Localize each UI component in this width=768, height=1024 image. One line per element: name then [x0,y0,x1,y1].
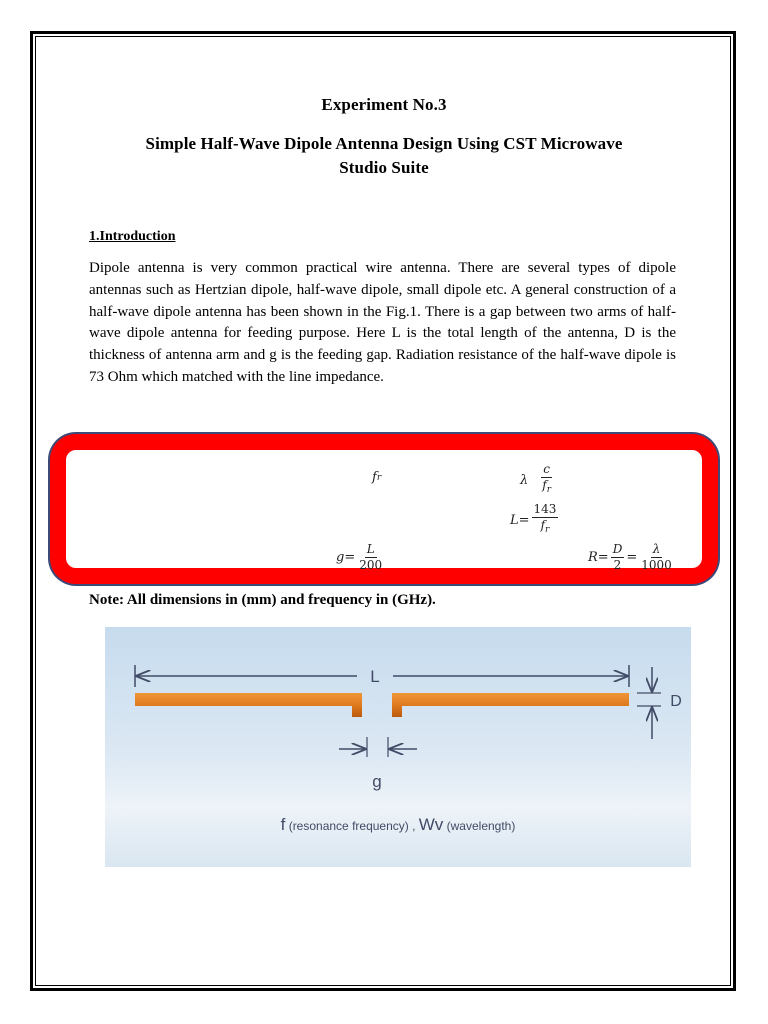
formula-radius [588,542,676,573]
section-heading-introduction: 1.Introduction [89,229,176,244]
formula-length [510,502,560,538]
lambda-den-base: f [542,478,547,492]
figure-caption [281,815,516,834]
radius-equals: = [626,550,638,565]
radius-denominator-1: 2 [613,558,622,572]
lambda-denominator [540,478,553,498]
radius-numerator-2: λ [652,542,661,556]
dipole-left-arm [135,693,362,717]
dipole-figure [105,627,691,867]
experiment-number: Experiment No.3 [321,95,447,114]
gap-lhs: g= [336,550,356,565]
length-fraction [532,502,559,538]
formula-wavelength [520,462,555,498]
experiment-title-line-2: Studio Suite [339,158,429,177]
length-numerator: 143 [533,502,557,516]
caption-f-description: (resonance frequency) , [285,819,419,833]
gap-denominator: 200 [359,558,383,572]
experiment-title [0,132,768,180]
radius-denominator-2: 1000 [641,558,672,572]
label-d: D [670,693,682,710]
lambda-numerator: c [543,462,550,476]
label-l: L [370,667,380,686]
length-den-sub: r [545,525,550,535]
caption-f: f [280,815,286,834]
label-g: g [372,772,382,791]
formula-highlight-box [50,434,718,584]
gap-fraction [357,542,384,573]
radius-numerator-1: D [612,542,623,556]
radius-lhs: R= [588,550,609,565]
lambda-den-sub: r [546,485,552,495]
formula-resonance-frequency [372,470,381,485]
dimensions-note: Note: All dimensions in (mm) and frequency in (GHz). [89,592,436,608]
caption-wv: Wv [418,815,444,834]
experiment-title-line-1: Simple Half-Wave Dipole Antenna Design Using CST Microwave [145,134,623,153]
length-den-base: f [540,518,546,532]
radius-fraction-1 [611,542,625,573]
caption-wv-description: (wavelength) [443,819,516,833]
dipole-right-arm [392,693,629,717]
length-lhs: L= [510,512,530,528]
dipole-diagram [105,627,691,867]
introduction-paragraph: Dipole antenna is very common practical wire antenna. There are several types of dipole antennas such as Hertzian dipole, half-wave dipole, small dipole etc. A general construction of a half-wave dipole antenna has been shown in the Fig.1. There is a gap between two arms of half-wave dipole antenna for feeding purpose. Here L is the total length of the antenna, D is the thickness of antenna arm and g is the feeding gap. Radiation resistance of the half-wave dipole is 73 Ohm which matched with the line impedance. [89,260,676,385]
fr-base: f [372,470,377,485]
lambda-fraction [540,462,553,498]
gap-numerator: L [366,542,375,556]
formula-gap [336,542,386,573]
lambda-lhs: λ [520,472,529,488]
fr-sub: r [376,472,382,483]
radius-fraction-2 [639,542,674,573]
length-denominator [539,518,552,538]
